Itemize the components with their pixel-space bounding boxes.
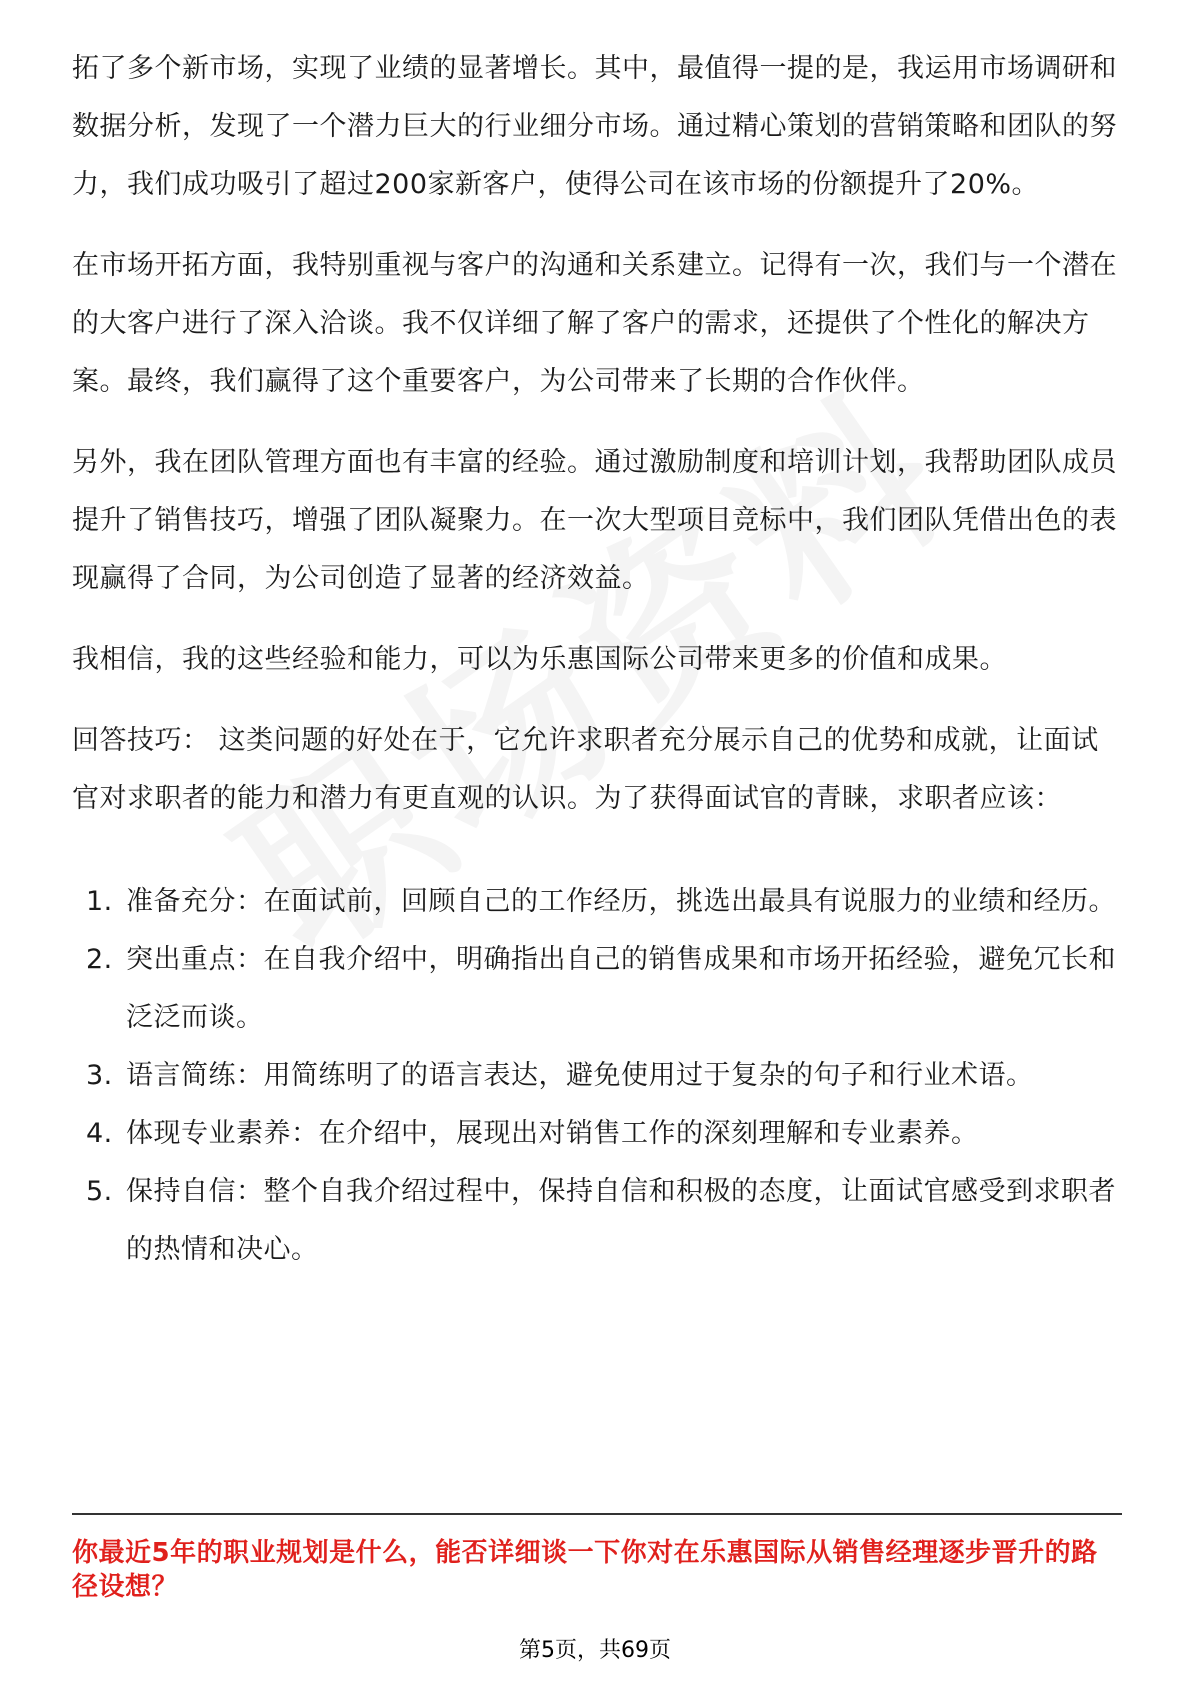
list-item <box>72 1163 1122 1279</box>
list-number: 1. <box>86 886 113 917</box>
list-item <box>72 931 1122 1047</box>
list-item-text: 保持自信：整个自我介绍过程中，保持自信和积极的态度，让面试官感受到求职者的热情和决心。 <box>126 1176 1116 1265</box>
paragraph-team-management: 另外，我在团队管理方面也有丰富的经验。通过激励制度和培训计划，我帮助团队成员提升了销售技巧，增强了团队凝聚力。在一次大型项目竞标中，我们团队凭借出色的表现赢得了合同，为公司创造了显著的经济效益。 <box>72 447 1117 594</box>
list-number: 4. <box>86 1118 113 1149</box>
page-number: 第5页，共69页 <box>519 1638 671 1663</box>
list-item-text: 突出重点：在自我介绍中，明确指出自己的销售成果和市场开拓经验，避免冗长和泛泛而谈。 <box>126 944 1116 1033</box>
paragraph-client-relations: 在市场开拓方面，我特别重视与客户的沟通和关系建立。记得有一次，我们与一个潜在的大客户进行了深入洽谈。我不仅详细了解了客户的需求，还提供了个性化的解决方案。最终，我们赢得了这个重要客户，为公司带来了长期的合作伙伴。 <box>72 250 1117 397</box>
question-heading: 你最近5年的职业规划是什么，能否详细谈一下你对在乐惠国际从销售经理逐步晋升的路径设想？ <box>72 1538 1098 1602</box>
list-number: 3. <box>86 1060 113 1091</box>
list-item-text: 语言简练：用简练明了的语言表达，避免使用过于复杂的句子和行业术语。 <box>126 1060 1034 1091</box>
paragraph-market-growth: 拓了多个新市场，实现了业绩的显著增长。其中，最值得一提的是，我运用市场调研和数据分析，发现了一个潜力巨大的行业细分市场。通过精心策划的营销策略和团队的努力，我们成功吸引了超过200家新客户，使得公司在该市场的份额提升了20%。 <box>72 53 1117 200</box>
section-divider <box>72 1513 1122 1515</box>
list-item <box>72 873 1122 931</box>
paragraph-conclusion: 我相信，我的这些经验和能力，可以为乐惠国际公司带来更多的价值和成果。 <box>72 644 1007 675</box>
page-content <box>72 40 1122 1279</box>
list-item <box>72 1047 1122 1105</box>
list-item <box>72 1105 1122 1163</box>
tips-list <box>72 873 1122 1279</box>
list-item-text: 体现专业素养：在介绍中，展现出对销售工作的深刻理解和专业素养。 <box>126 1118 979 1149</box>
list-number: 5. <box>86 1176 113 1207</box>
list-number: 2. <box>86 944 113 975</box>
list-item-text: 准备充分：在面试前，回顾自己的工作经历，挑选出最具有说服力的业绩和经历。 <box>126 886 1116 917</box>
paragraph-answer-tips: 回答技巧： 这类问题的好处在于，它允许求职者充分展示自己的优势和成就，让面试官对求职者的能力和潜力有更直观的认识。为了获得面试官的青睐，求职者应该： <box>72 725 1099 814</box>
